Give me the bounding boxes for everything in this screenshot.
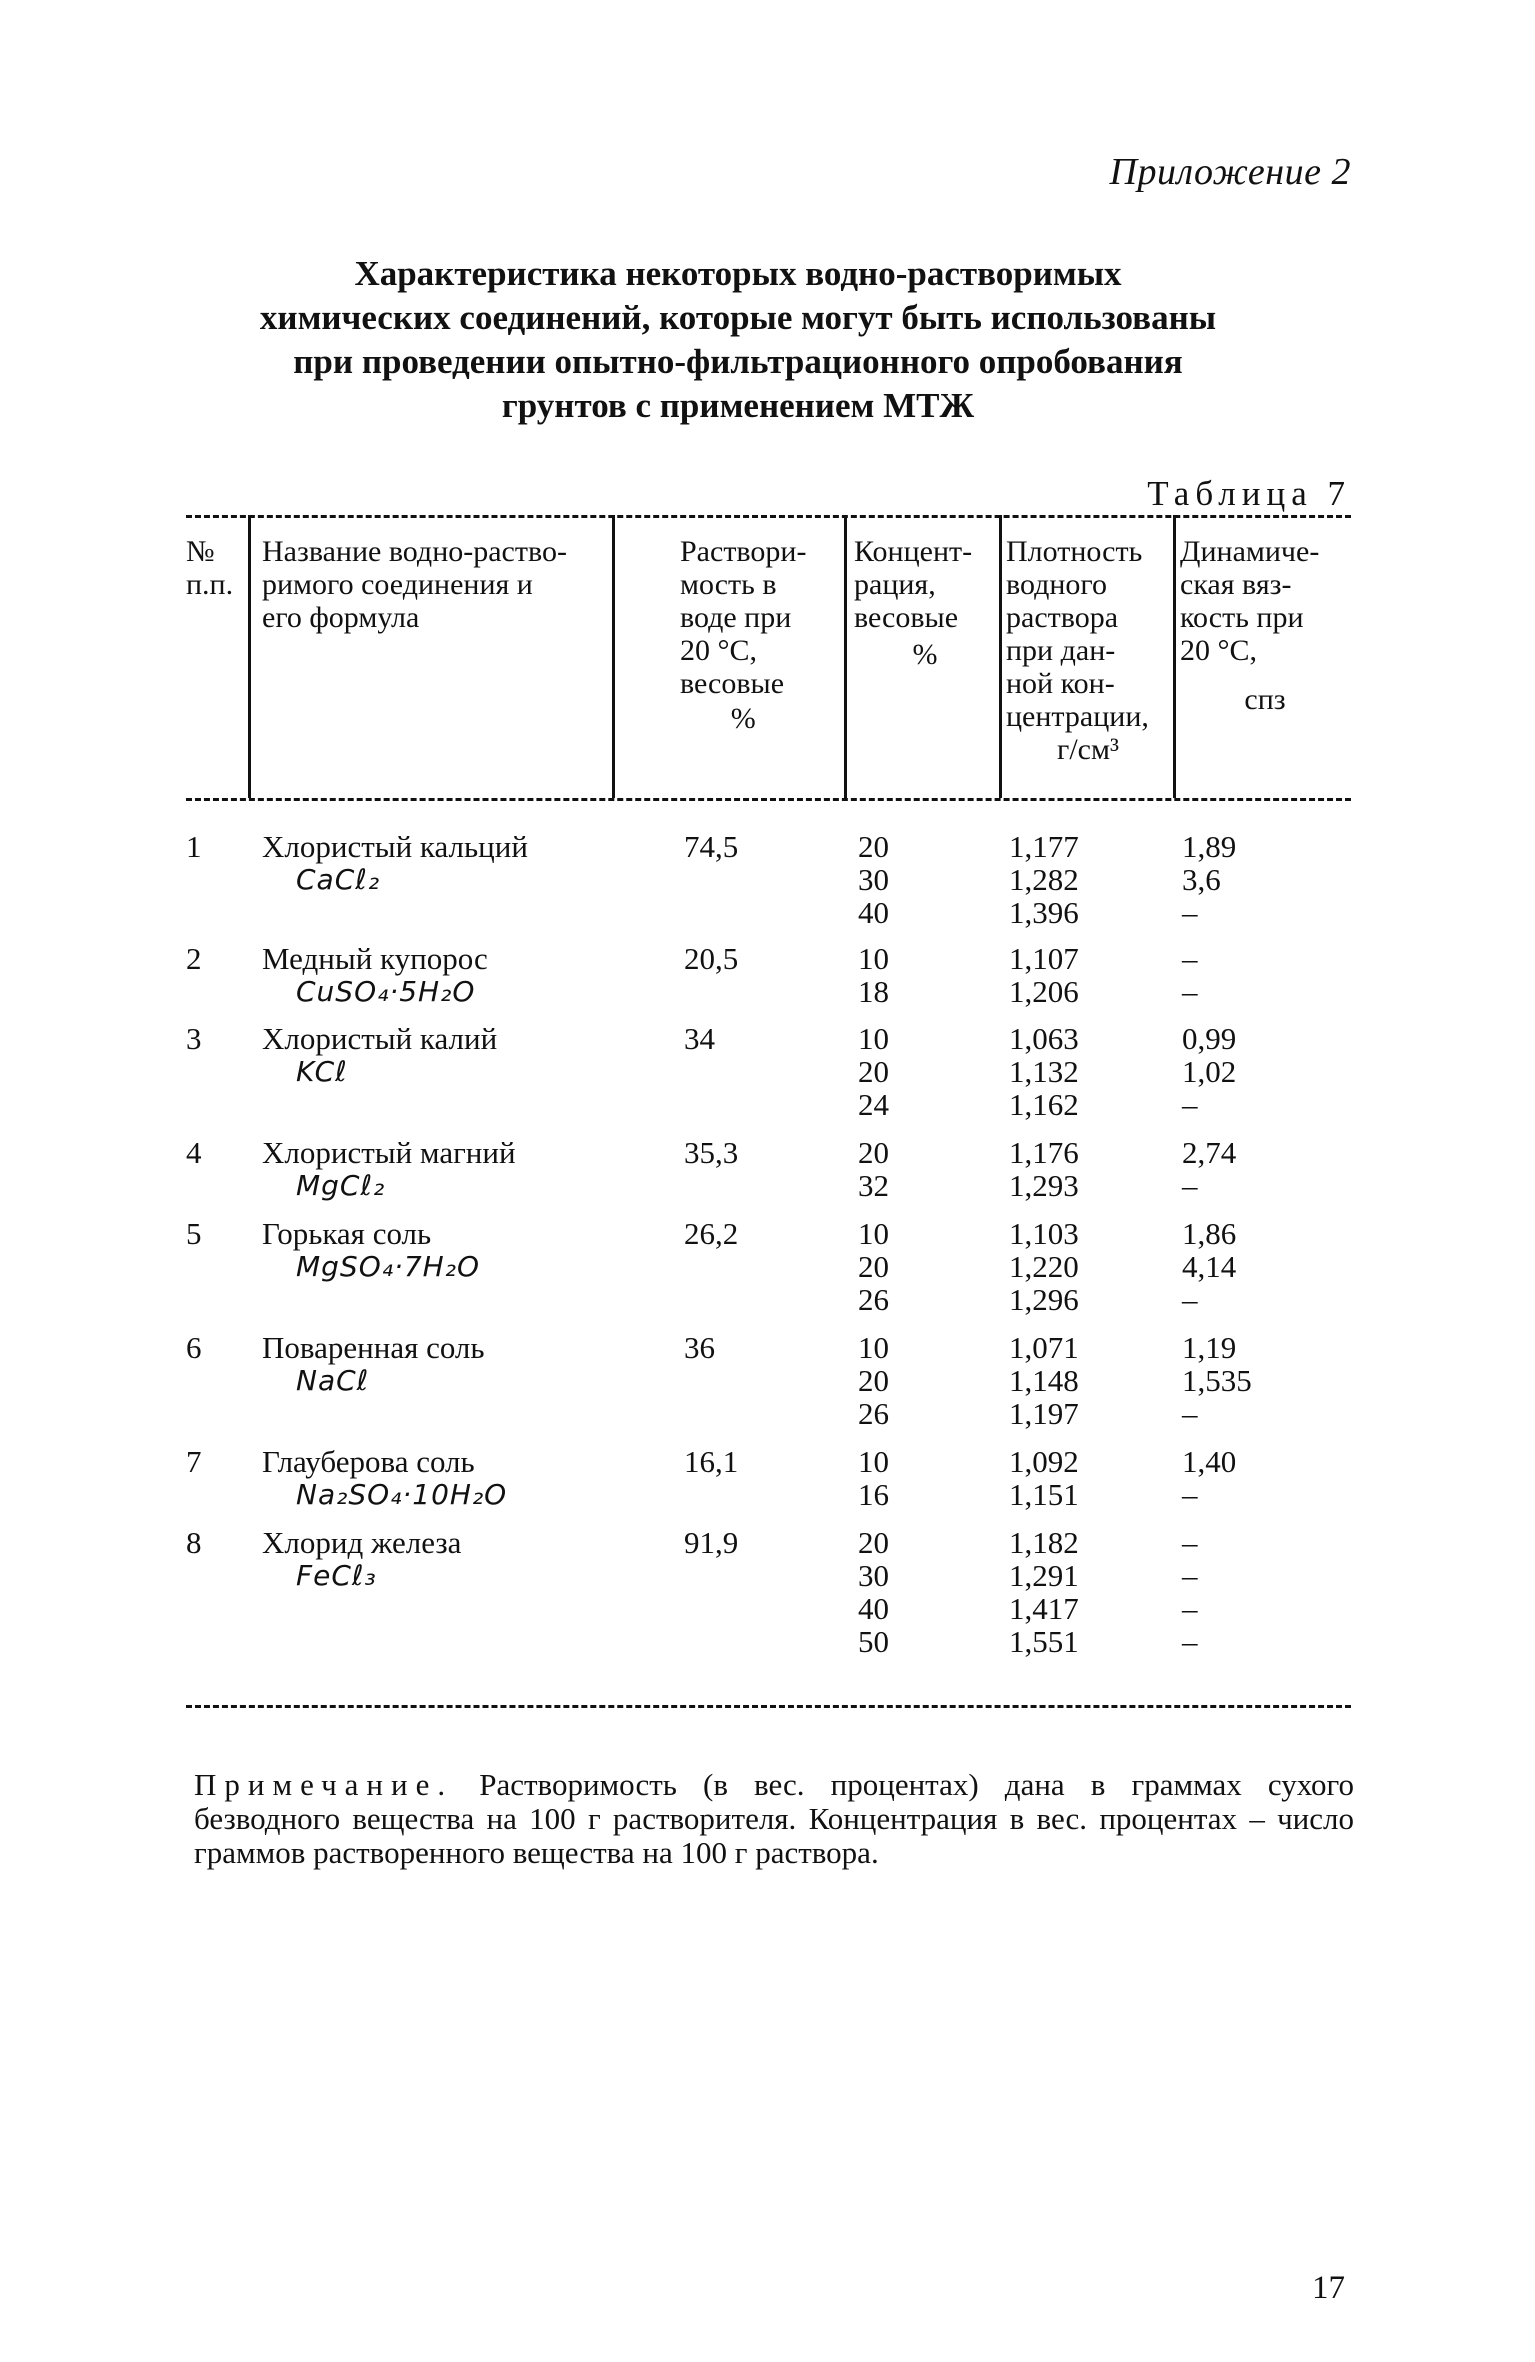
compound-name: Горькая соль [262, 1216, 432, 1251]
density-values [1009, 1331, 1079, 1430]
concentration-value: 16 [858, 1477, 889, 1512]
table-label: Таблица 7 [1147, 474, 1351, 513]
viscosity-values [1182, 1331, 1252, 1430]
viscosity-values [1182, 1526, 1198, 1658]
density-value: 1,162 [1009, 1087, 1079, 1122]
header-density [1006, 535, 1170, 766]
viscosity-value: – [1182, 1282, 1198, 1317]
header-text: % [730, 702, 756, 735]
viscosity-value: – [1182, 895, 1198, 930]
compound-formula: MgCℓ₂ [296, 1169, 386, 1202]
viscosity-value: – [1182, 1624, 1198, 1659]
solubility-value: 34 [684, 1021, 715, 1056]
header-text: рация, [854, 568, 936, 601]
viscosity-value: 1,40 [1182, 1444, 1237, 1479]
table-top-rule [186, 515, 1351, 518]
viscosity-values [1182, 1136, 1236, 1202]
density-value: 1,132 [1009, 1054, 1079, 1089]
note-label: Примечание. [194, 1767, 454, 1802]
concentration-value: 30 [858, 1558, 889, 1593]
concentration-value: 32 [858, 1168, 889, 1203]
viscosity-values [1182, 942, 1198, 1008]
row-number: 8 [186, 1525, 202, 1560]
viscosity-values [1182, 1445, 1236, 1511]
concentration-value: 20 [858, 1363, 889, 1398]
density-value: 1,063 [1009, 1021, 1079, 1056]
density-value: 1,220 [1009, 1249, 1079, 1284]
density-value: 1,551 [1009, 1624, 1079, 1659]
compound-formula: Na₂SO₄·10H₂O [296, 1478, 508, 1511]
solubility-value: 36 [684, 1330, 715, 1365]
row-number: 6 [186, 1330, 202, 1365]
header-text: спз [1244, 683, 1286, 716]
viscosity-value: – [1182, 1087, 1198, 1122]
solubility-value: 20,5 [684, 941, 739, 976]
viscosity-value: 3,6 [1182, 862, 1221, 897]
compound-formula: KCℓ [296, 1055, 348, 1088]
page-number: 17 [1312, 2270, 1345, 2306]
viscosity-value: 1,535 [1182, 1363, 1252, 1398]
column-divider [248, 515, 251, 798]
viscosity-value: 1,86 [1182, 1216, 1237, 1251]
concentration-value: 30 [858, 862, 889, 897]
viscosity-value: – [1182, 974, 1198, 1009]
column-divider [612, 515, 615, 798]
header-text: № [186, 535, 215, 568]
concentration-values [858, 830, 889, 929]
compound-formula: CaCℓ₂ [296, 863, 381, 896]
viscosity-values [1182, 1022, 1236, 1121]
compound-formula: NaCℓ [296, 1364, 370, 1397]
header-concentration [854, 535, 996, 671]
concentration-values [858, 1136, 889, 1202]
viscosity-value: 0,99 [1182, 1021, 1237, 1056]
header-text: мость в [680, 568, 777, 601]
document-title [150, 252, 1326, 428]
compound-name: Хлорид железа [262, 1525, 462, 1560]
row-number: 4 [186, 1135, 202, 1170]
compound-name: Глауберова соль [262, 1444, 475, 1479]
concentration-value: 26 [858, 1396, 889, 1431]
density-values [1009, 1022, 1079, 1121]
header-text: его формула [262, 601, 420, 634]
density-value: 1,151 [1009, 1477, 1079, 1512]
viscosity-values [1182, 830, 1236, 929]
solubility-value: 26,2 [684, 1216, 739, 1251]
density-value: 1,282 [1009, 862, 1079, 897]
concentration-value: 40 [858, 1591, 889, 1626]
title-line: при проведении опытно-фильтрационного опробования [293, 342, 1183, 381]
viscosity-value: – [1182, 1591, 1198, 1626]
concentration-values [858, 1445, 889, 1511]
row-number: 3 [186, 1021, 202, 1056]
header-text: воде при [680, 601, 792, 634]
solubility-value: 91,9 [684, 1525, 739, 1560]
header-viscosity [1180, 535, 1350, 716]
title-line: Характеристика некоторых водно-растворимых [354, 254, 1122, 293]
row-number: 2 [186, 941, 202, 976]
compound-name: Хлористый магний [262, 1135, 516, 1170]
concentration-values [858, 1217, 889, 1316]
concentration-values [858, 942, 889, 1008]
solubility-value: 74,5 [684, 829, 739, 864]
header-text: 20 °С, [1180, 634, 1258, 667]
header-text: центрации, [1006, 700, 1149, 733]
concentration-value: 20 [858, 1135, 889, 1170]
column-divider [844, 515, 847, 798]
title-line: грунтов с применением МТЖ [501, 386, 975, 425]
appendix-label: Приложение 2 [1109, 151, 1351, 193]
density-value: 1,071 [1009, 1330, 1079, 1365]
compound-formula: FeCℓ₃ [296, 1559, 377, 1592]
density-values [1009, 1445, 1079, 1511]
header-solubility [680, 535, 806, 735]
concentration-value: 10 [858, 1021, 889, 1056]
concentration-value: 26 [858, 1282, 889, 1317]
density-value: 1,107 [1009, 941, 1079, 976]
concentration-value: 20 [858, 1054, 889, 1089]
header-text: при дан- [1006, 634, 1116, 667]
concentration-value: 20 [858, 1249, 889, 1284]
density-value: 1,103 [1009, 1216, 1079, 1251]
row-number: 1 [186, 829, 202, 864]
density-value: 1,092 [1009, 1444, 1079, 1479]
compound-name: Поваренная соль [262, 1330, 485, 1365]
header-text: п.п. [186, 568, 234, 601]
column-divider [999, 515, 1002, 798]
density-value: 1,293 [1009, 1168, 1079, 1203]
concentration-value: 40 [858, 895, 889, 930]
header-text: водного [1006, 568, 1107, 601]
density-value: 1,148 [1009, 1363, 1079, 1398]
header-text: раствора [1006, 601, 1119, 634]
concentration-value: 10 [858, 1330, 889, 1365]
viscosity-value: – [1182, 1525, 1198, 1560]
density-value: 1,177 [1009, 829, 1079, 864]
density-value: 1,176 [1009, 1135, 1079, 1170]
concentration-value: 20 [858, 1525, 889, 1560]
header-text: 20 °С, [680, 634, 758, 667]
column-divider [1173, 515, 1176, 798]
concentration-value: 18 [858, 974, 889, 1009]
viscosity-value: 1,89 [1182, 829, 1237, 864]
header-text: римого соединения и [262, 568, 533, 601]
density-values [1009, 1136, 1079, 1202]
concentration-values [858, 1526, 889, 1658]
viscosity-value: – [1182, 1168, 1198, 1203]
density-value: 1,291 [1009, 1558, 1079, 1593]
density-value: 1,182 [1009, 1525, 1079, 1560]
concentration-value: 10 [858, 941, 889, 976]
viscosity-value: – [1182, 941, 1198, 976]
density-values [1009, 1526, 1079, 1658]
density-values [1009, 942, 1079, 1008]
viscosity-values [1182, 1217, 1236, 1316]
concentration-value: 10 [858, 1216, 889, 1251]
compound-formula: MgSO₄·7H₂O [296, 1250, 481, 1283]
density-values [1009, 830, 1079, 929]
header-text: ская вяз- [1180, 568, 1292, 601]
density-value: 1,296 [1009, 1282, 1079, 1317]
solubility-value: 16,1 [684, 1444, 739, 1479]
compound-name: Хлористый кальций [262, 829, 528, 864]
title-line: химических соединений, которые могут быть использованы [259, 298, 1217, 337]
header-text: Динамиче- [1180, 535, 1320, 568]
density-value: 1,396 [1009, 895, 1079, 930]
viscosity-value: 1,02 [1182, 1054, 1237, 1089]
header-text: Раствори- [680, 535, 807, 568]
table-bottom-rule [186, 1705, 1351, 1708]
density-values [1009, 1217, 1079, 1316]
viscosity-value: – [1182, 1477, 1198, 1512]
header-num [186, 535, 246, 601]
concentration-value: 24 [858, 1087, 889, 1122]
concentration-values [858, 1331, 889, 1430]
compound-name: Медный купорос [262, 941, 488, 976]
data-table [186, 515, 1351, 1707]
row-number: 7 [186, 1444, 202, 1479]
table-header-rule [186, 798, 1351, 801]
header-text: ной кон- [1006, 667, 1115, 700]
concentration-value: 10 [858, 1444, 889, 1479]
header-text: Концент- [854, 535, 973, 568]
viscosity-value: 4,14 [1182, 1249, 1237, 1284]
note-text: Растворимость (в вес. процентах) дана в граммах сухого безводного вещества на 100 г растворителя. Концентрация в вес. процентах – число граммов растворенного вещества на 100 г раствора. [194, 1767, 1354, 1870]
viscosity-value: – [1182, 1396, 1198, 1431]
solubility-value: 35,3 [684, 1135, 739, 1170]
density-value: 1,206 [1009, 974, 1079, 1009]
header-text: весовые [680, 667, 785, 700]
viscosity-value: – [1182, 1558, 1198, 1593]
viscosity-value: 2,74 [1182, 1135, 1237, 1170]
header-text: % [912, 638, 938, 671]
concentration-value: 50 [858, 1624, 889, 1659]
compound-name: Хлористый калий [262, 1021, 498, 1056]
viscosity-value: 1,19 [1182, 1330, 1237, 1365]
density-value: 1,417 [1009, 1591, 1079, 1626]
header-text: весовые [854, 601, 959, 634]
header-text: кость при [1180, 601, 1304, 634]
compound-formula: CuSO₄·5H₂O [296, 975, 476, 1008]
header-text: г/см³ [1057, 733, 1119, 766]
density-value: 1,197 [1009, 1396, 1079, 1431]
row-number: 5 [186, 1216, 202, 1251]
concentration-values [858, 1022, 889, 1121]
header-text: Название водно-раство- [262, 535, 567, 568]
table-note [194, 1768, 1354, 1870]
header-text: Плотность [1006, 535, 1143, 568]
concentration-value: 20 [858, 829, 889, 864]
header-name [262, 535, 567, 634]
